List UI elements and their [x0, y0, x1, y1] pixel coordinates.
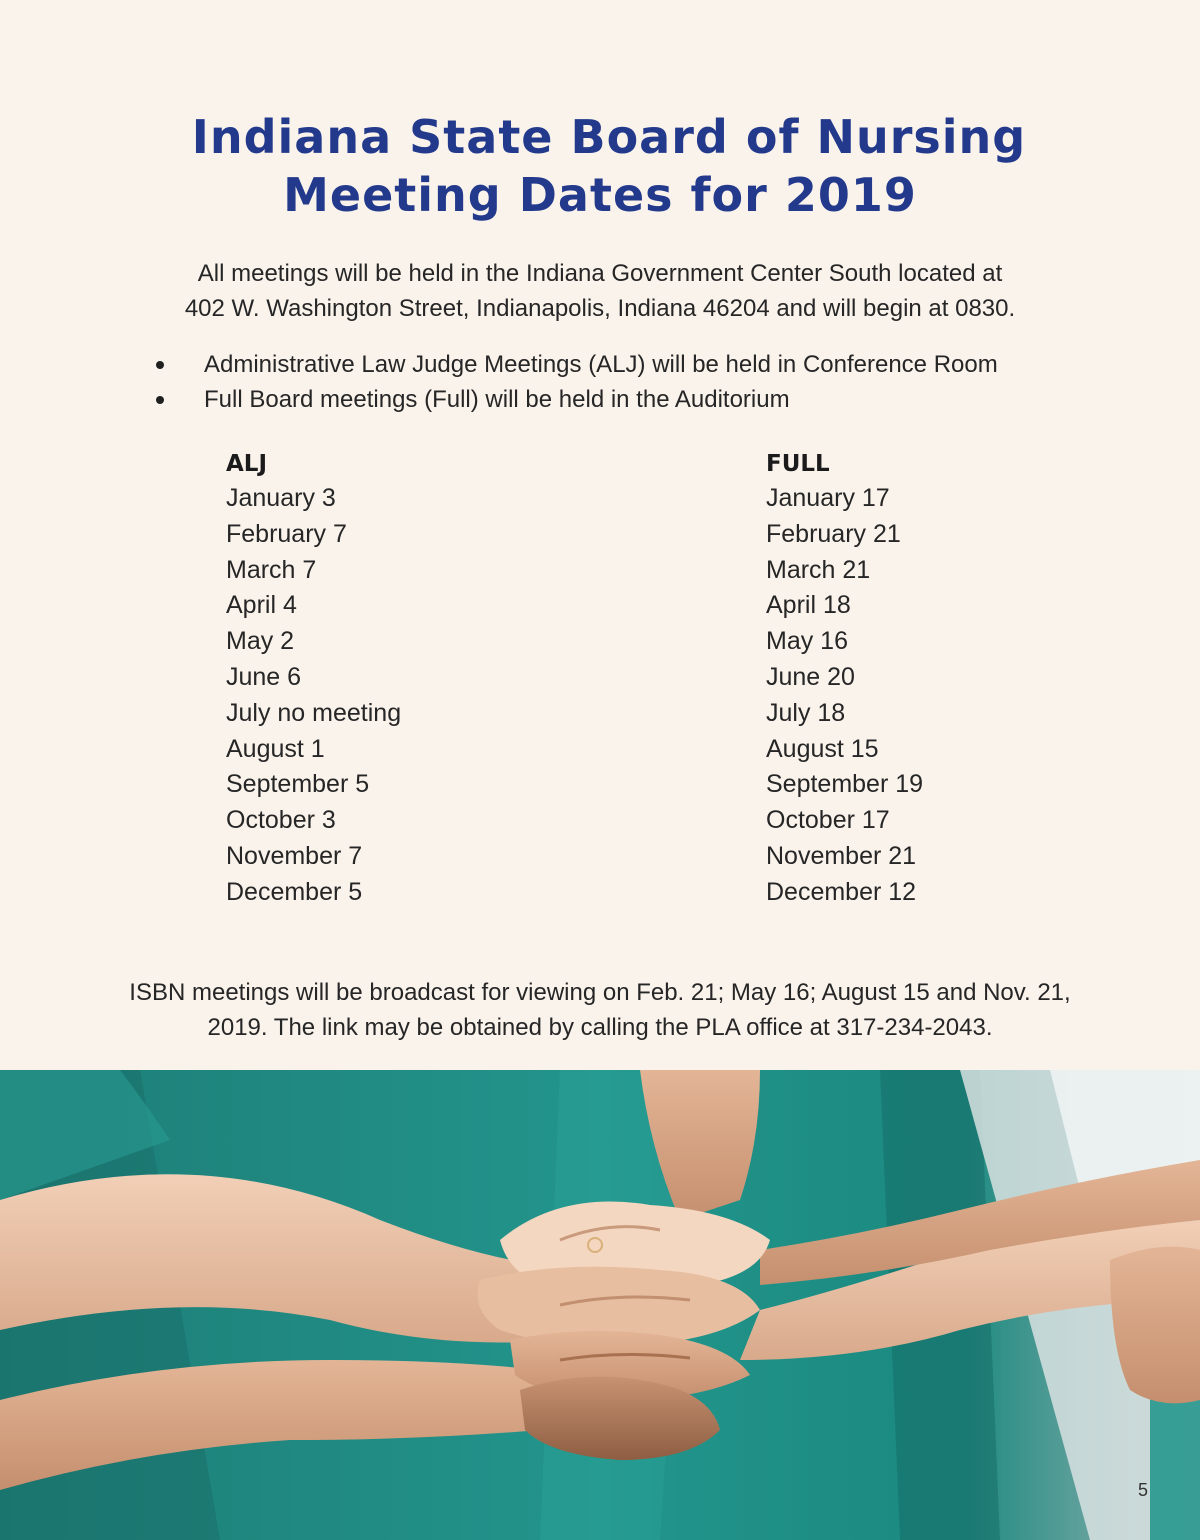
full-date: March 21: [766, 555, 871, 584]
bullet-icon: [156, 396, 164, 404]
bullet-item-full: [150, 382, 1110, 417]
bullet-text: Full Board meetings (Full) will be held in the Auditorium: [204, 386, 790, 413]
page-number: 5: [1137, 1480, 1148, 1500]
broadcast-line-2: 2019. The link may be obtained by calling the PLA office at 317-234-2043.: [207, 1014, 993, 1041]
alj-date: May 2: [226, 627, 295, 656]
alj-date: December 5: [226, 877, 363, 906]
full-date: May 16: [766, 627, 848, 656]
bullet-text: Administrative Law Judge Meetings (ALJ) will be held in Conference Room: [204, 351, 998, 378]
title-line-1: Indiana State Board of Nursing: [191, 110, 1027, 164]
page-title: [0, 108, 1200, 224]
intro-line-1: All meetings will be held in the Indiana Government Center South located at: [197, 260, 1003, 287]
alj-date: July no meeting: [226, 698, 402, 727]
full-date: September 19: [766, 770, 924, 799]
title-line-2: Meeting Dates for 2019: [283, 168, 917, 222]
alj-date: October 3: [226, 806, 336, 835]
alj-date: August 1: [226, 734, 325, 763]
alj-date: June 6: [226, 662, 302, 691]
teamwork-hands-photo: [0, 1070, 1200, 1540]
alj-heading: ALJ: [226, 451, 268, 477]
alj-date: September 5: [226, 770, 370, 799]
broadcast-line-1: ISBN meetings will be broadcast for viewing on Feb. 21; May 16; August 15 and Nov. 21,: [129, 979, 1071, 1006]
hands-illustration: [0, 1070, 1200, 1540]
full-date: July 18: [766, 698, 846, 727]
bullet-icon: [156, 361, 164, 369]
alj-date: March 7: [226, 555, 317, 584]
bullet-item-alj: [150, 347, 1110, 382]
intro-line-2: 402 W. Washington Street, Indianapolis, Indiana 46204 and will begin at 0830.: [184, 295, 1016, 322]
full-date: December 12: [766, 877, 917, 906]
full-date: April 18: [766, 591, 851, 620]
alj-column: [226, 447, 401, 911]
full-date: February 21: [766, 519, 901, 548]
full-date: October 17: [766, 806, 890, 835]
full-date: January 17: [766, 484, 890, 512]
meeting-location-list: [150, 347, 1110, 417]
full-column: [766, 447, 923, 911]
full-date: June 20: [766, 662, 855, 691]
alj-date: April 4: [226, 591, 297, 620]
alj-date: February 7: [226, 519, 347, 548]
intro-paragraph: [0, 256, 1200, 326]
alj-date: January 3: [226, 484, 336, 512]
full-date: November 21: [766, 841, 917, 870]
full-date: August 15: [766, 734, 879, 763]
alj-date: November 7: [226, 841, 363, 870]
broadcast-note: [0, 975, 1200, 1045]
full-heading: FULL: [766, 451, 830, 477]
